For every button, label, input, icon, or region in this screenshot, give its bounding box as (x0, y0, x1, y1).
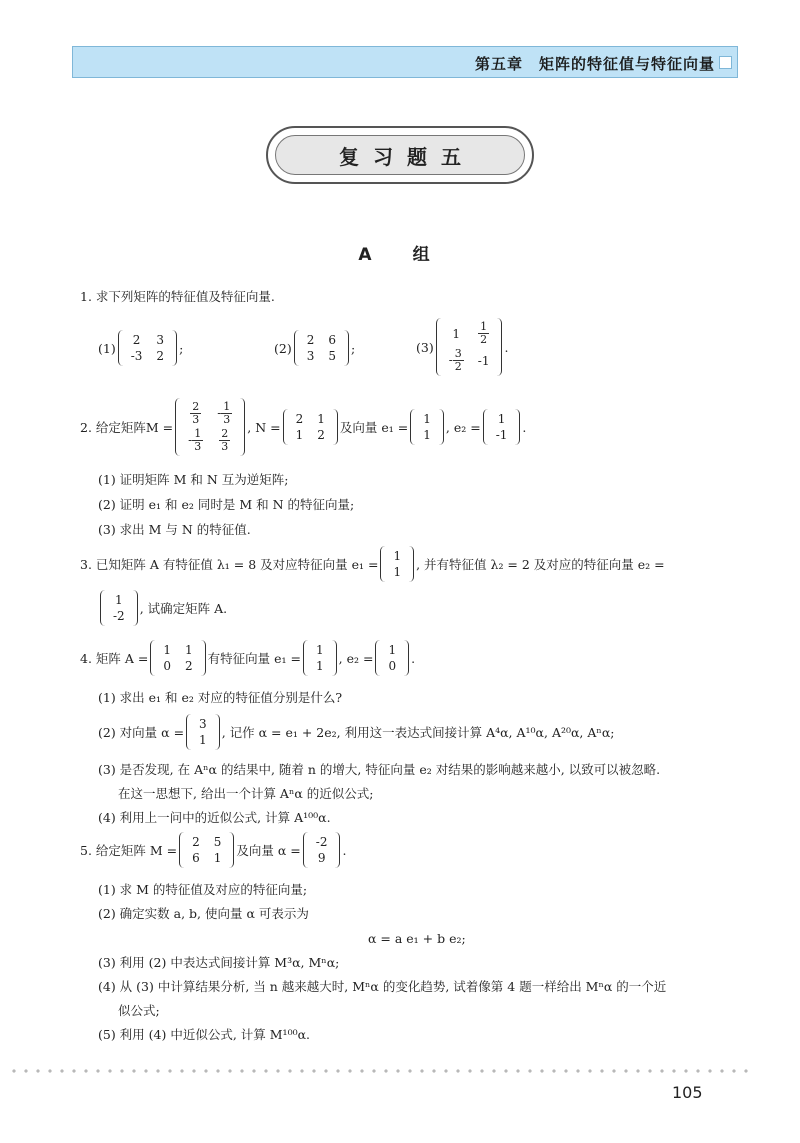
q1-m3-b: $\frac{1}{2}$ (480, 320, 488, 346)
q4-mid: 有特征向量 e₁ = (207, 651, 301, 666)
q1-p1-sep: ; (179, 340, 184, 356)
q5-vector-alpha: -2 9 (303, 832, 341, 868)
footer-dotted-rule (8, 1069, 748, 1073)
q2-matrix-M: $\frac{2}{3}$ - $\frac{1}{3}$ - $\frac{1}{3}$ $\frac{2}{3}$ (175, 398, 245, 456)
q1-p3-sep: . (504, 339, 509, 355)
q1-p2-label: (2) (274, 340, 292, 356)
q1-matrix3: 1 $\frac{1}{2}$ - $\frac{3}{2}$ -1 (436, 318, 503, 376)
q1-m1-c: -3 (130, 349, 143, 363)
group-title: A 组 (358, 245, 442, 265)
q2-end: . (522, 419, 527, 435)
q3-stem-cont (98, 590, 227, 626)
q4-matrix-A: 1 1 0 2 (150, 640, 205, 676)
q1-m3-d: -1 (477, 353, 490, 368)
review-title: 复习题五 (339, 144, 475, 169)
q4-sub4: (4) 利用上一问中的近似公式, 计算 A¹⁰⁰α. (98, 810, 331, 825)
q1-m2-b: 6 (328, 333, 336, 347)
q4-sub2 (98, 714, 614, 750)
q3-vector-e1: 1 1 (380, 546, 414, 582)
q5-sub4a: (4) 从 (3) 中计算结果分析, 当 n 越来越大时, Mⁿα 的变化趋势, 试着像第 4 题一样给出 Mⁿα 的一个近 (98, 979, 667, 994)
q2-sub2: (2) 证明 e₁ 和 e₂ 同时是 M 和 N 的特征向量; (98, 497, 355, 512)
q2-mid: 及向量 e₁ = (339, 420, 409, 435)
q1-m2-c: 3 (306, 349, 315, 363)
chapter-title: 第五章 矩阵的特征值与特征向量 (474, 55, 715, 73)
q1-part3 (416, 318, 508, 376)
q2-matrix-N: 2 1 1 2 (283, 409, 338, 445)
chapter-header-bar (72, 46, 738, 78)
q5-sub2: (2) 确定实数 a, b, 使向量 α 可表示为 (98, 906, 309, 921)
q1-matrix2 (294, 330, 349, 366)
page-number: 105 (672, 1083, 703, 1102)
q4-sub3a: (3) 是否发现, 在 Aⁿα 的结果中, 随着 n 的增大, 特征向量 e₂ 对结果的影响越来越小, 以致可以被忽略. (98, 762, 661, 777)
q5-stem (80, 832, 346, 868)
q2-M-b: $\frac{1}{3}$ (223, 400, 231, 426)
q5-formula: α = a e₁ + b e₂; (368, 931, 466, 946)
q3-vector-e2: 1 -2 (100, 590, 138, 626)
q4-vector-e1: 1 1 (303, 640, 337, 676)
q4-e2-eq: , e₂ = (338, 650, 374, 666)
q5-pre: 5. 给定矩阵 M = (80, 843, 178, 858)
q4-s2-post: , 记作 α = e₁ + 2e₂, 利用这一表达式间接计算 A⁴α, A¹⁰α, A²⁰α, Aⁿα; (221, 725, 615, 740)
q4-s2-pre: (2) 对向量 α = (98, 725, 185, 740)
q1-m3-a: 1 (452, 326, 461, 341)
q1-m2-d: 5 (328, 349, 336, 363)
q1-m1-d: 2 (156, 349, 165, 363)
q2-M-c: $\frac{1}{3}$ (194, 427, 202, 453)
q1-p3-label: (3) (416, 339, 434, 355)
q5-sub3: (3) 利用 (2) 中表达式间接计算 M³α, Mⁿα; (98, 955, 340, 970)
q4-pre: 4. 矩阵 A = (80, 651, 149, 666)
q2-vector-e1: 1 1 (410, 409, 444, 445)
q2-e2-eq: , e₂ = (445, 419, 481, 435)
q2-M-d: $\frac{2}{3}$ (221, 427, 229, 453)
q1-m2-a: 2 (306, 333, 315, 347)
q4-sub1: (1) 求出 e₁ 和 e₂ 对应的特征值分别是什么? (98, 690, 343, 705)
q3-end: , 试确定矩阵 A. (139, 601, 228, 616)
q3-stem (80, 546, 665, 582)
q2-sub3: (3) 求出 M 与 N 的特征值. (98, 522, 251, 537)
q2-N-eq: , N = (247, 419, 281, 435)
q4-sub3b: 在这一思想下, 给出一个计算 Aⁿα 的近似公式; (118, 786, 374, 801)
q5-mid: 及向量 α = (236, 843, 301, 858)
q1-m3-c: $\frac{3}{2}$ (454, 347, 462, 373)
q1-m1-a: 2 (132, 333, 141, 347)
q1-part2 (274, 330, 355, 366)
q3-mid: , 并有特征值 λ₂ = 2 及对应的特征向量 e₂ = (416, 557, 665, 572)
q4-stem (80, 640, 415, 676)
q3-pre: 3. 已知矩阵 A 有特征值 λ₁ = 8 及对应特征向量 e₁ = (80, 557, 379, 572)
q1-p2-sep: ; (351, 340, 356, 356)
q5-sub4b: 似公式; (118, 1003, 160, 1018)
q1-p1-label: (1) (98, 340, 116, 356)
q2-pre: 2. 给定矩阵 (80, 420, 146, 435)
header-square-decoration (719, 56, 732, 69)
q4-vector-e2: 1 0 (375, 640, 409, 676)
q4-end: . (411, 650, 416, 666)
q2-M-eq: M = (145, 419, 174, 435)
review-banner (266, 126, 534, 184)
q1-matrix1 (118, 330, 177, 366)
q1-stem: 1. 求下列矩阵的特征值及特征向量. (80, 289, 275, 304)
q1-m1-b: 3 (156, 333, 165, 347)
q2-M-a: $\frac{2}{3}$ (192, 400, 200, 426)
q5-sub1: (1) 求 M 的特征值及对应的特征向量; (98, 882, 308, 897)
q1-part1 (98, 330, 183, 366)
q5-sub5: (5) 利用 (4) 中近似公式, 计算 M¹⁰⁰α. (98, 1027, 310, 1042)
q2-stem (80, 398, 526, 456)
q2-sub1: (1) 证明矩阵 M 和 N 互为逆矩阵; (98, 472, 289, 487)
q5-matrix-M: 2 5 6 1 (179, 832, 234, 868)
q5-end: . (342, 842, 347, 858)
q4-vector-alpha: 3 1 (186, 714, 220, 750)
q2-vector-e2: 1 -1 (483, 409, 521, 445)
review-banner-inner (275, 135, 525, 175)
